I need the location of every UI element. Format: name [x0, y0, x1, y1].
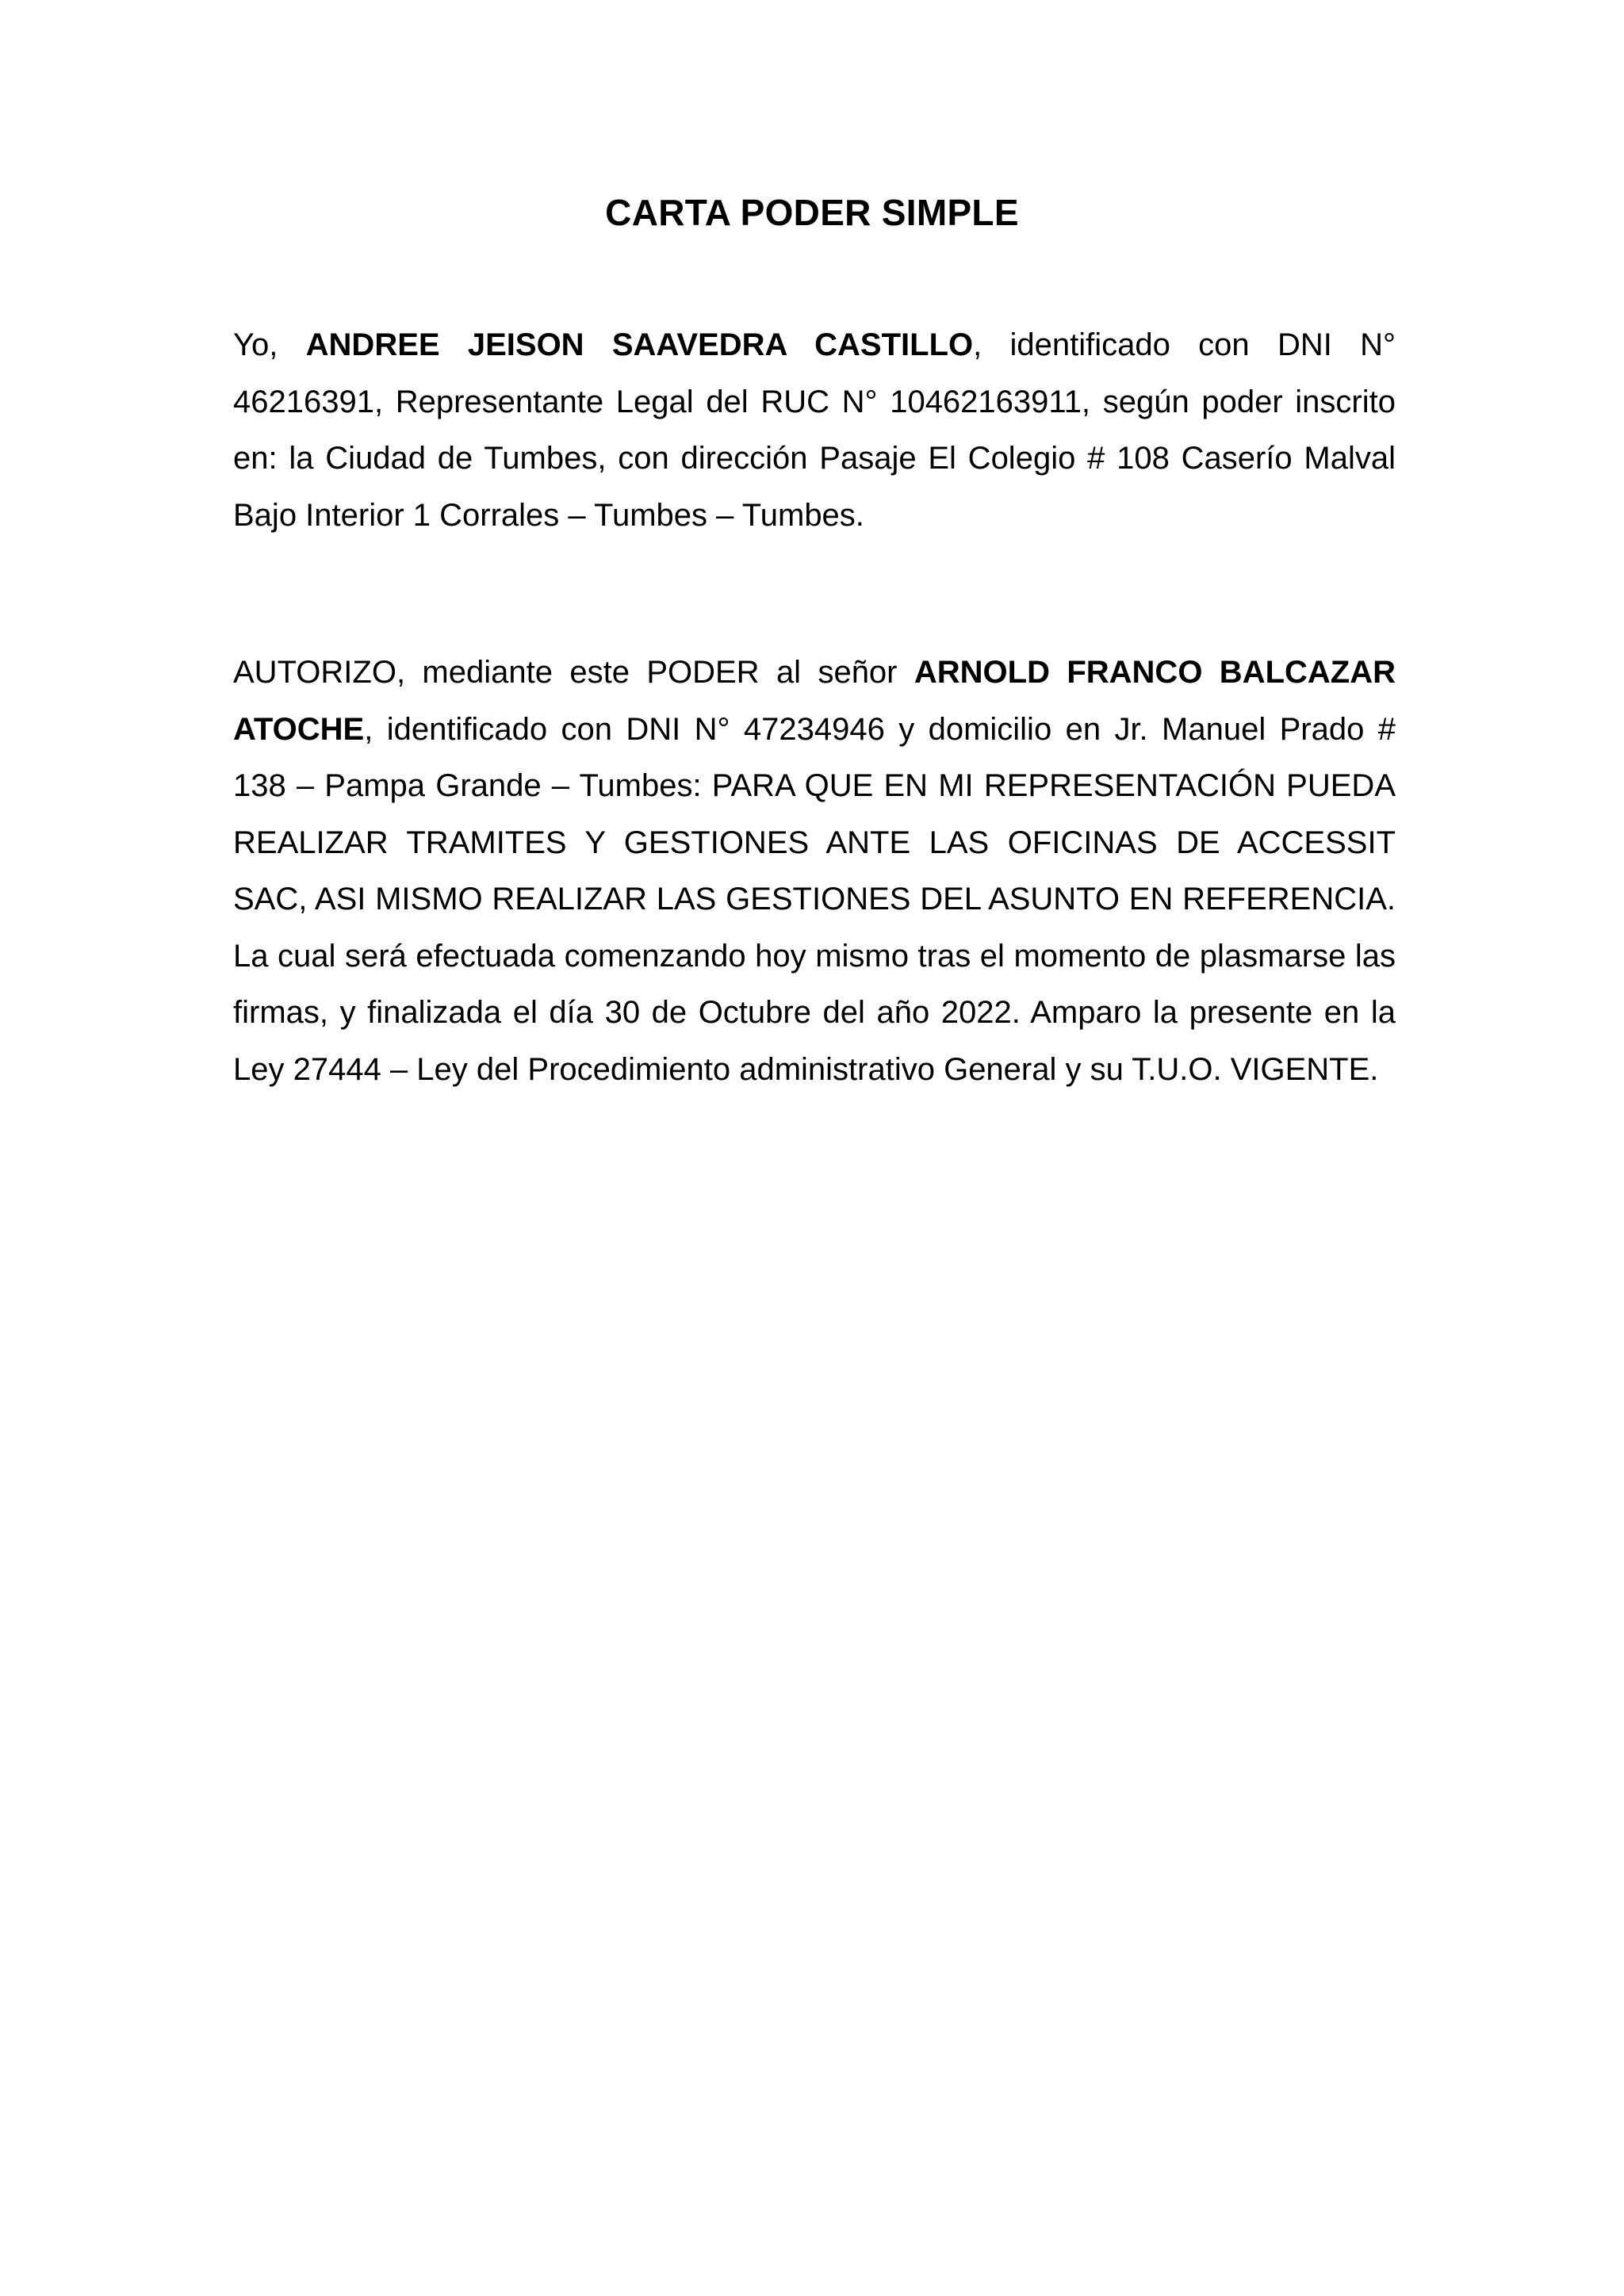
grantor-name: ANDREE JEISON SAAVEDRA CASTILLO: [305, 327, 974, 362]
paragraph-authorization: [233, 645, 1396, 1098]
document-title: CARTA PODER SIMPLE: [605, 192, 1019, 233]
authorization-details: , identificado con DNI N° 47234946 y domicilio en Jr. Manuel Prado # 138 – Pampa Grande – Tumbes: PARA QUE EN MI REPRESENTACIÓN PUEDA REALIZAR TRAMITES Y GESTIONES ANTE LAS OFICINAS DE ACCESSIT SAC, ASI MISMO REALIZAR LAS GESTIONES DEL ASUNTO EN REFERENCIA. La cual será efectuada comenzando hoy mismo tras el momento de plasmarse las firmas, y finalizada el día 30 de Octubre del año 2022. Amparo la presente en la Ley 27444 – Ley del Procedimiento administrativo General y su T.U.O. VIGENTE.: [233, 711, 1396, 1087]
paragraph-grantor: [233, 317, 1396, 544]
grantor-details: , identificado con DNI N° 46216391, Representante Legal del RUC N° 10462163911, según poder inscrito en: la Ciudad de Tumbes, con dirección Pasaje El Colegio # 108 Caserío Malval Bajo Interior 1 Corrales – Tumbes – Tumbes.: [233, 327, 1396, 533]
attorney-name: ARNOLD FRANCO BALCAZAR ATOCHE: [233, 655, 1396, 747]
authorization-prefix: AUTORIZO, mediante este PODER al señor: [233, 655, 914, 690]
grantor-prefix: Yo,: [233, 327, 306, 362]
